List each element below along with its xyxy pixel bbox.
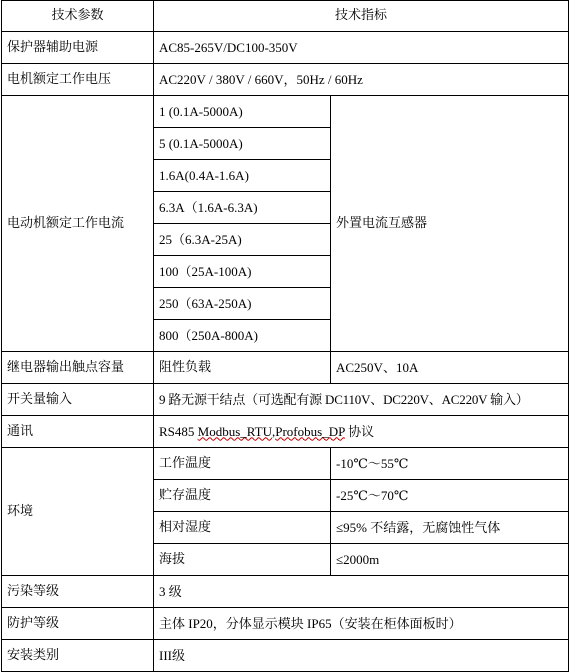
motor-voltage-label: 电机额定工作电压 <box>2 64 154 96</box>
environment-row <box>2 448 569 480</box>
env-name: 海拔 <box>154 544 331 576</box>
relay-row <box>2 352 569 384</box>
comm-protocol2: Profobus_DP <box>275 423 345 439</box>
env-value: ≤95% 不结露，无腐蚀性气体 <box>331 512 569 544</box>
environment-label: 环境 <box>2 448 154 576</box>
motor-current-row <box>2 96 569 128</box>
switch-input-label: 开关量输入 <box>2 384 154 416</box>
spec-table <box>1 0 569 672</box>
env-value: -10℃～55℃ <box>331 448 569 480</box>
comm-protocol1: Modbus_RTU <box>197 423 272 439</box>
env-value: -25℃～70℃ <box>331 480 569 512</box>
motor-voltage-value: AC220V / 380V / 660V，50Hz / 60Hz <box>154 64 569 96</box>
relay-load: 阻性负载 <box>154 352 331 384</box>
header-spec: 技术指标 <box>154 1 569 32</box>
pollution-row <box>2 576 569 608</box>
current-range: 6.3A（1.6A-6.3A) <box>154 192 331 224</box>
current-note: 外置电流互感器 <box>331 96 569 352</box>
comm-prefix: RS485 <box>159 423 198 439</box>
install-label: 安装类别 <box>2 640 154 672</box>
current-range: 25（6.3A-25A) <box>154 224 331 256</box>
motor-current-label: 电动机额定工作电流 <box>2 96 154 352</box>
pollution-label: 污染等级 <box>2 576 154 608</box>
relay-value: AC250V、10A <box>331 352 569 384</box>
protection-row <box>2 608 569 640</box>
header-row <box>2 1 569 32</box>
current-range: 800（250A-800A) <box>154 320 331 352</box>
env-value: ≤2000m <box>331 544 569 576</box>
env-name: 相对湿度 <box>154 512 331 544</box>
current-range: 250（63A-250A) <box>154 288 331 320</box>
pollution-value: 3 级 <box>154 576 569 608</box>
comm-value <box>154 416 569 448</box>
current-range: 1 (0.1A-5000A) <box>154 96 331 128</box>
aux-power-row <box>2 32 569 64</box>
env-name: 贮存温度 <box>154 480 331 512</box>
protection-label: 防护等级 <box>2 608 154 640</box>
install-value: III级 <box>154 640 569 672</box>
relay-label: 继电器输出触点容量 <box>2 352 154 384</box>
comm-label: 通讯 <box>2 416 154 448</box>
current-range: 5 (0.1A-5000A) <box>154 128 331 160</box>
switch-input-value: 9 路无源干结点（可选配有源 DC110V、DC220V、AC220V 输入） <box>154 384 569 416</box>
comm-suffix: 协议 <box>344 423 375 439</box>
switch-input-row <box>2 384 569 416</box>
aux-power-value: AC85-265V/DC100-350V <box>154 32 569 64</box>
install-row <box>2 640 569 672</box>
env-name: 工作温度 <box>154 448 331 480</box>
current-range: 1.6A(0.4A-1.6A) <box>154 160 331 192</box>
comm-sep: , <box>272 423 276 439</box>
protection-value: 主体 IP20，分体显示模块 IP65（安装在柜体面板时） <box>154 608 569 640</box>
aux-power-label: 保护器辅助电源 <box>2 32 154 64</box>
comm-row <box>2 416 569 448</box>
current-range: 100（25A-100A) <box>154 256 331 288</box>
motor-voltage-row <box>2 64 569 96</box>
header-param: 技术参数 <box>2 1 154 32</box>
